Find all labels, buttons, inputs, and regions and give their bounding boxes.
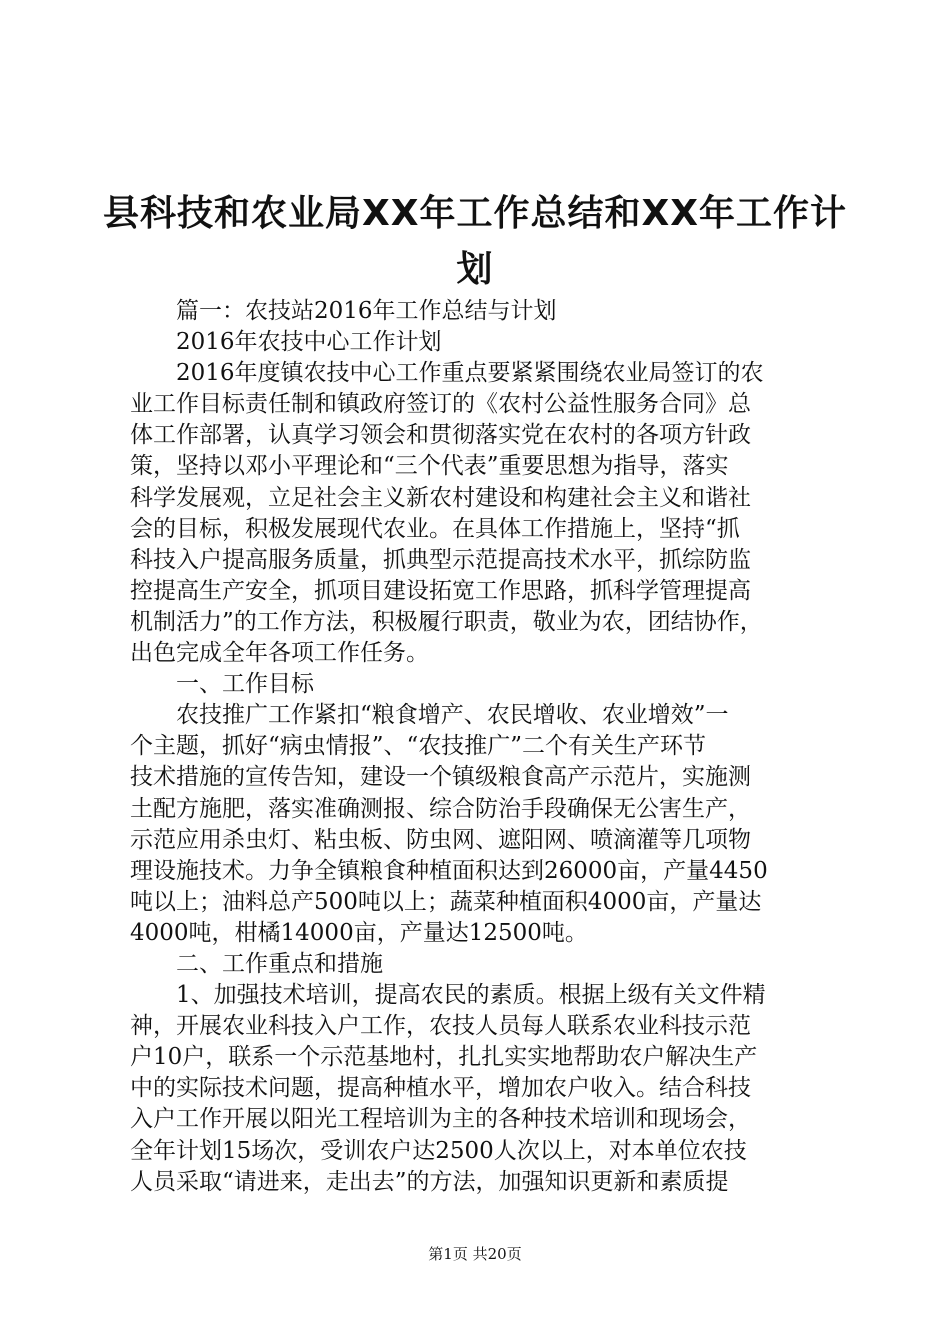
paragraph-line: 中的实际技术问题，提高种植水平，增加农户收入。结合科技 — [130, 1075, 751, 1102]
paragraph-line: 出色完成全年各项工作任务。 — [130, 640, 429, 667]
paragraph-line: 策，坚持以邓小平理论和“三个代表”重要思想为指导，落实 — [130, 453, 729, 480]
paragraph-line: 人员采取“请进来，走出去”的方法，加强知识更新和素质提 — [130, 1168, 729, 1195]
paragraph-line: 二、工作重点和措施 — [176, 950, 383, 977]
paragraph-line: 1、加强技术培训，提高农民的素质。根据上级有关文件精 — [176, 982, 766, 1009]
paragraph-line: 户10户，联系一个示范基地村，扎扎实实地帮助农户解决生产 — [130, 1044, 758, 1071]
paragraph-line: 个主题，抓好“病虫情报”、“农技推广”二个有关生产环节 — [130, 733, 707, 760]
paragraph-line: 业工作目标责任制和镇政府签订的《农村公益性服务合同》总 — [130, 391, 751, 418]
paragraph-line: 理设施技术。力争全镇粮食种植面积达到26000亩，产量4450 — [130, 857, 768, 884]
paragraph-line: 农技推广工作紧扣“粮食增产、农民增收、农业增效”一 — [176, 702, 729, 729]
paragraph-line: 科技入户提高服务质量，抓典型示范提高技术水平，抓综防监 — [130, 546, 751, 573]
paragraph-line: 控提高生产安全，抓项目建设拓宽工作思路，抓科学管理提高 — [130, 577, 751, 604]
paragraph-line: 篇一：农技站2016年工作总结与计划 — [176, 298, 557, 324]
document-title: 县科技和农业局XX年工作总结和XX年工作计划 — [102, 193, 848, 290]
paragraph-line: 科学发展观，立足社会主义新农村建设和构建社会主义和谐社 — [130, 484, 751, 511]
paragraph-line: 全年计划15场次，受训农户达2500人次以上，对本单位农技 — [130, 1137, 747, 1164]
page-footer: 第1页 共20页 — [428, 1245, 522, 1263]
document-body — [130, 296, 830, 1198]
paragraph-line: 土配方施肥，落实准确测报、综合防治手段确保无公害生产， — [130, 795, 751, 822]
paragraph-line: 入户工作开展以阳光工程培训为主的各种技术培训和现场会， — [130, 1106, 751, 1133]
paragraph-line: 技术措施的宣传告知，建设一个镇级粮食高产示范片，实施测 — [130, 764, 751, 791]
paragraph-line: 神，开展农业科技入户工作，农技人员每人联系农业科技示范 — [130, 1013, 751, 1040]
paragraph-line: 4000吨，柑橘14000亩，产量达12500吨。 — [130, 919, 588, 946]
paragraph-line: 会的目标，积极发展现代农业。在具体工作措施上，坚持“抓 — [130, 515, 740, 542]
paragraph-line: 2016年度镇农技中心工作重点要紧紧围绕农业局签订的农 — [176, 360, 764, 387]
paragraph-line: 吨以上；油料总产500吨以上；蔬菜种植面积4000亩，产量达 — [130, 888, 762, 915]
paragraph-line: 体工作部署，认真学习领会和贯彻落实党在农村的各项方针政 — [130, 422, 751, 449]
paragraph-line: 一、工作目标 — [176, 671, 314, 698]
paragraph-line: 示范应用杀虫灯、粘虫板、防虫网、遮阳网、喷滴灌等几项物 — [130, 826, 751, 853]
paragraph-line: 机制活力”的工作方法，积极履行职责，敬业为农，团结协作， — [130, 608, 763, 635]
paragraph-line: 2016年农技中心工作计划 — [176, 329, 442, 356]
